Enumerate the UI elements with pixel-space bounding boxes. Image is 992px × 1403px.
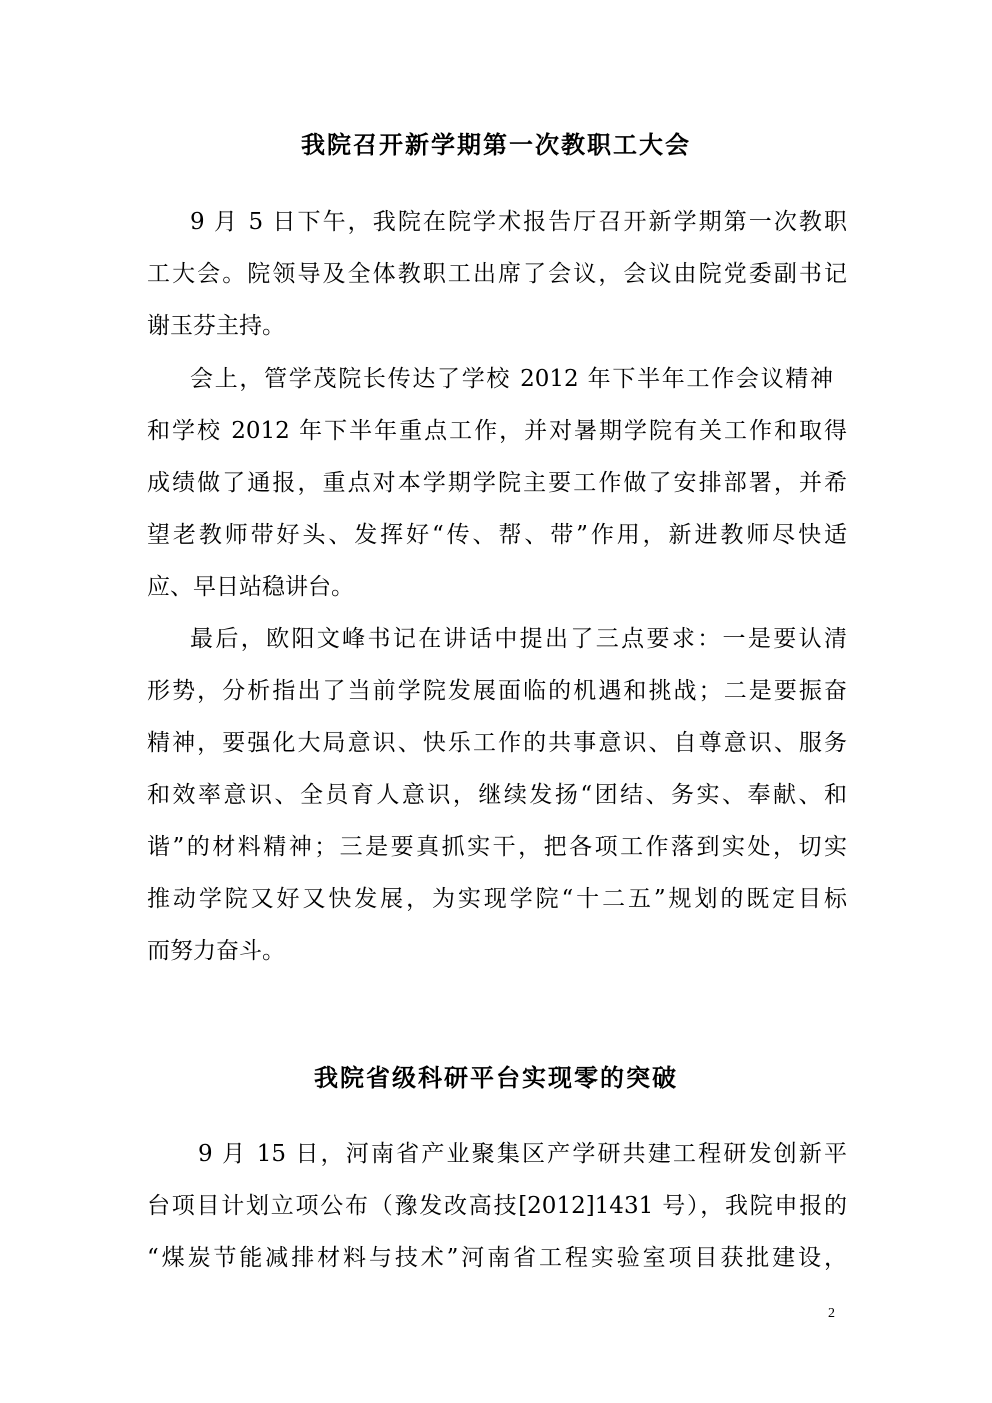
article-1-line: 9 月 5 日下午，我院在院学术报告厅召开新学期第一次教职 [190,209,847,235]
article-1-line: 推动学院又好又快发展，为实现学院“十二五”规划的既定目标 [147,886,847,912]
article-1-line: 谢玉芬主持。 [147,313,285,339]
article-1-line: 望老教师带好头、发挥好“传、帮、带”作用，新进教师尽快适 [147,522,847,548]
page-number: 2 [828,1306,835,1321]
article-1-line: 成绩做了通报，重点对本学期学院主要工作做了安排部署，并希 [147,470,847,496]
article-1-line: 精神，要强化大局意识、快乐工作的共事意识、自尊意识、服务 [147,730,847,756]
article-1-line: 形势，分析指出了当前学院发展面临的机遇和挑战；二是要振奋 [147,678,847,704]
article-1-line: 和效率意识、全员育人意识，继续发扬“团结、务实、奉献、和 [147,782,847,808]
article-2-title: 我院省级科研平台实现零的突破 [314,1064,678,1092]
article-1-line: 谐”的材料精神；三是要真抓实干，把各项工作落到实处，切实 [147,834,847,860]
article-1-line: 会上，管学茂院长传达了学校 2012 年下半年工作会议精神 [190,366,833,392]
article-1-title: 我院召开新学期第一次教职工大会 [301,131,691,159]
article-1-line: 工大会。院领导及全体教职工出席了会议，会议由院党委副书记 [147,261,847,287]
article-1-line: 和学校 2012 年下半年重点工作，并对暑期学院有关工作和取得 [147,418,847,444]
article-1-line: 最后，欧阳文峰书记在讲话中提出了三点要求：一是要认清 [190,626,847,652]
article-1-line: 而努力奋斗。 [147,938,285,964]
article-2-line: 台项目计划立项公布（豫发改高技[2012]1431 号），我院申报的 [147,1193,847,1219]
article-2-line: 9 月 15 日，河南省产业聚集区产学研共建工程研发创新平 [198,1141,847,1167]
article-2-line: “煤炭节能减排材料与技术”河南省工程实验室项目获批建设， [147,1245,847,1271]
article-1-line: 应、早日站稳讲台。 [147,574,354,600]
